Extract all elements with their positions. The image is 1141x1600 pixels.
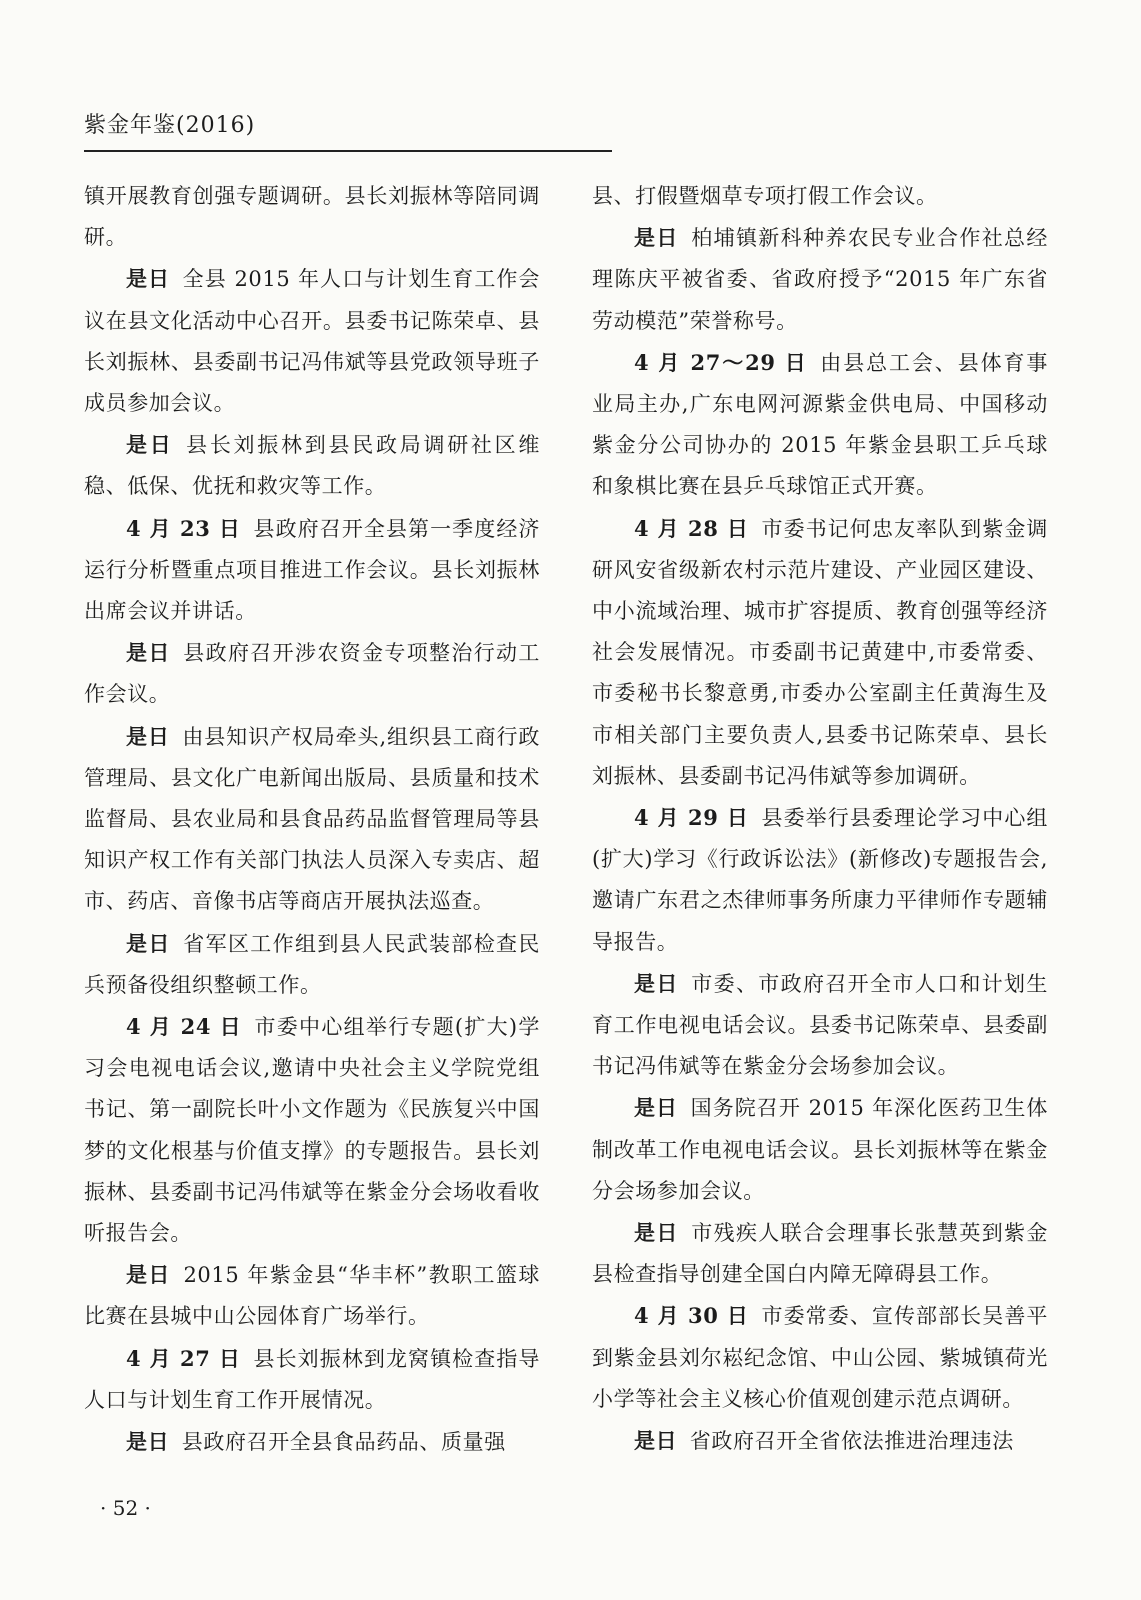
entry-date: 是日 — [126, 640, 171, 666]
chronicle-entry — [592, 342, 1048, 508]
running-header: 紫金年鉴(2016) — [84, 113, 256, 138]
entry-text: 市委书记何忠友率队到紫金调研风安省级新农村示范片建设、产业园区建设、中小流域治理、城市扩容提质、教育创强等经济社会发展情况。市委副书记黄建中,市委常委、市委秘书长黎意勇,市委办公室副主任黄海生及市相关部门主要负责人,县委书记陈荣卓、县长刘振林、县委副书记冯伟斌等参加调研。 — [592, 516, 1048, 788]
entry-text: 县长刘振林到龙窝镇检查指导人口与计划生育工作开展情况。 — [84, 1346, 540, 1412]
chronicle-entry — [592, 1295, 1048, 1420]
entry-text: 县委举行县委理论学习中心组(扩大)学习《行政诉讼法》(新修改)专题报告会,邀请广东君之杰律师事务所康力平律师作专题辅导报告。 — [592, 806, 1048, 954]
entry-date: 是日 — [126, 1262, 171, 1288]
entry-date: 是日 — [634, 1220, 679, 1246]
right-column — [592, 176, 1048, 1462]
chronicle-entry — [84, 176, 540, 258]
entry-date: 是日 — [126, 266, 171, 292]
chronicle-entry — [84, 508, 540, 633]
chronicle-entry — [84, 258, 540, 424]
chronicle-entry — [592, 963, 1048, 1088]
entry-date: 4 月 23 日 — [126, 515, 241, 541]
chronicle-entry — [592, 1212, 1048, 1295]
entry-date: 4 月 27 日 — [126, 1345, 241, 1371]
entry-date: 4 月 27～29 日 — [634, 349, 808, 375]
entry-text: 县政府召开全县食品药品、质量强 — [181, 1430, 506, 1455]
entry-text: 省军区工作组到县人民武装部检查民兵预备役组织整顿工作。 — [84, 931, 540, 997]
chronicle-entry — [84, 716, 540, 923]
entry-text: 柏埔镇新科种养农民专业合作社总经理陈庆平被省委、省政府授予“2015 年广东省劳动模范”荣誉称号。 — [592, 226, 1048, 333]
entry-date: 是日 — [634, 225, 679, 251]
entry-date: 4 月 28 日 — [634, 515, 749, 541]
entry-text: 市残疾人联合会理事长张慧英到紫金县检查指导创建全国白内障无障碍县工作。 — [592, 1221, 1048, 1287]
entry-date: 是日 — [126, 432, 174, 458]
entry-date: 是日 — [126, 723, 170, 749]
entry-text: 县长刘振林到县民政局调研社区维稳、低保、优抚和救灾等工作。 — [84, 433, 541, 499]
entry-date: 是日 — [634, 1095, 679, 1121]
chronicle-entry — [592, 1087, 1048, 1212]
chronicle-entry — [592, 217, 1048, 342]
chronicle-entry — [592, 508, 1048, 797]
entry-text: 2015 年紫金县“华丰杯”教职工篮球比赛在县城中山公园体育广场举行。 — [84, 1263, 540, 1329]
chronicle-entry — [592, 797, 1048, 963]
chronicle-entry — [84, 632, 540, 715]
entry-date: 4 月 30 日 — [634, 1303, 749, 1329]
left-column — [84, 176, 540, 1463]
chronicle-entry — [84, 1006, 540, 1254]
entry-text: 省政府召开全省依法推进治理违法 — [689, 1429, 1014, 1454]
chronicle-entry — [84, 1338, 540, 1421]
entry-text: 市委中心组举行专题(扩大)学习会电视电话会议,邀请中央社会主义学院党组书记、第一副院长叶小文作题为《民族复兴中国梦的文化根基与价值支撑》的专题报告。县长刘振林、县委副书记冯伟斌等在紫金分会场收看收听报告会。 — [84, 1015, 540, 1246]
entry-text: 县政府召开涉农资金专项整治行动工作会议。 — [84, 641, 540, 707]
chronicle-entry — [592, 176, 1048, 217]
entry-text: 国务院召开 2015 年深化医药卫生体制改革工作电视电话会议。县长刘振林等在紫金分会场参加会议。 — [592, 1096, 1048, 1203]
entry-date: 是日 — [634, 970, 679, 996]
entry-date: 是日 — [126, 1429, 170, 1455]
entry-date: 是日 — [634, 1428, 678, 1454]
chronicle-entry — [84, 1254, 540, 1337]
entry-date: 是日 — [126, 930, 171, 956]
entry-text: 全县 2015 年人口与计划生育工作会议在县文化活动中心召开。县委书记陈荣卓、县长刘振林、县委副书记冯伟斌等县党政领导班子成员参加会议。 — [84, 267, 540, 416]
entry-text: 县政府召开全县第一季度经济运行分析暨重点项目推进工作会议。县长刘振林出席会议并讲话。 — [84, 516, 540, 624]
entry-date: 4 月 29 日 — [634, 805, 749, 831]
entry-text: 由县知识产权局牵头,组织县工商行政管理局、县文化广电新闻出版局、县质量和技术监督局、县农业局和县食品药品监督管理局等县知识产权工作有关部门执法人员深入专卖店、超市、药店、音像书店等商店开展执法巡查。 — [84, 724, 541, 914]
entry-text: 由县总工会、县体育事业局主办,广东电网河源紫金供电局、中国移动紫金分公司协办的 2015 年紫金县职工乒乓球和象棋比赛在县乒乓球馆正式开赛。 — [592, 350, 1049, 499]
entry-date: 4 月 24 日 — [126, 1014, 242, 1040]
page-number: · 52 · — [100, 1496, 151, 1520]
entry-text: 镇开展教育创强专题调研。县长刘振林等陪同调研。 — [84, 184, 540, 250]
entry-text: 县、打假暨烟草专项打假工作会议。 — [592, 184, 938, 208]
chronicle-entry — [84, 1421, 540, 1463]
header-rule — [84, 150, 612, 152]
chronicle-entry — [592, 1420, 1048, 1462]
entry-text: 市委常委、宣传部部长吴善平到紫金县刘尔崧纪念馆、中山公园、紫城镇荷光小学等社会主义核心价值观创建示范点调研。 — [592, 1304, 1048, 1411]
chronicle-entry — [84, 923, 540, 1006]
entry-text: 市委、市政府召开全市人口和计划生育工作电视电话会议。县委书记陈荣卓、县委副书记冯伟斌等在紫金分会场参加会议。 — [592, 971, 1048, 1079]
chronicle-entry — [84, 424, 540, 507]
